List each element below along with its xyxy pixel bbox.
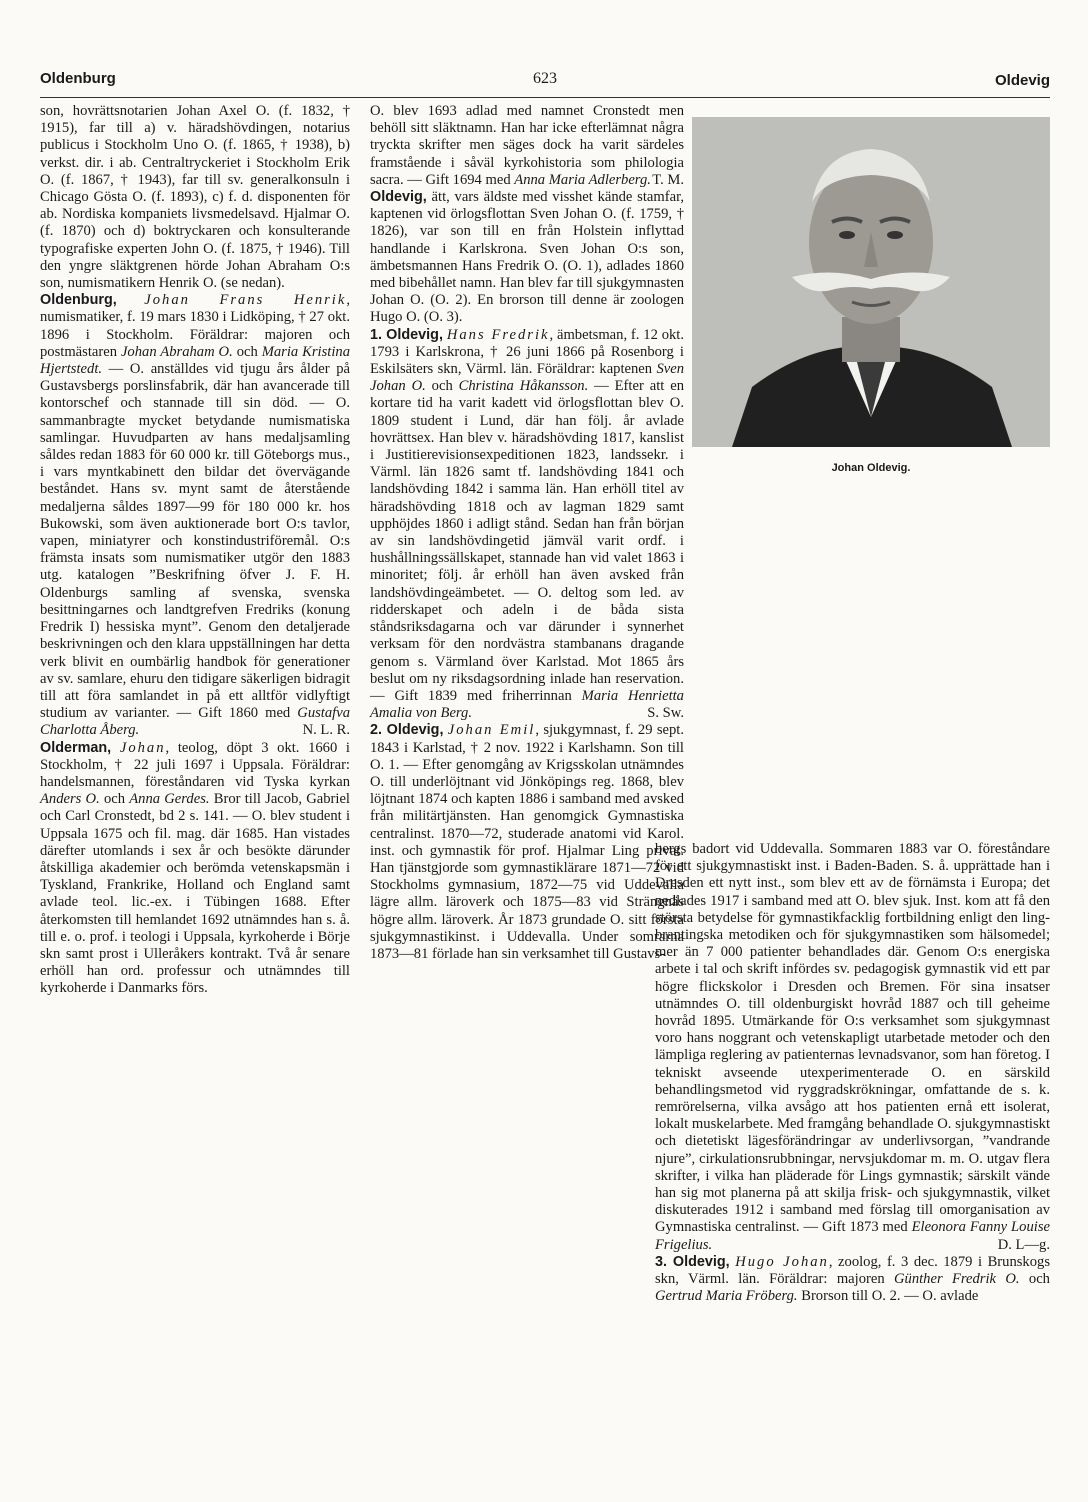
entry-name: Johan bbox=[119, 739, 166, 756]
entry-name: Johan Frans Henrik bbox=[144, 292, 347, 309]
entry-oldevig-2: 2. Oldevig, Johan Emil, sjukgymnast, f. 29 sept. 1843 i Karlstad, † 2 nov. 1922 i Karlshamn. Son till O. 1. — Efter genomgång av Krigsskolan utnämndes O. till underlöjtnant vid Jönköpings reg. 1868, blev löjtnant 1874 och kapten 1886 i samband med avsked från militärtjänsten. Han genomgick Gymnastiska centralinst. 1870—72, studerade anatomi vid Karol. inst. och gymnastik för prof. Hjalmar Ling privat. Han tjänstgjorde som gymnastiklärare 1871—72 vid Stockholms gymnasium, 1872—75 vid Uddevalla lägre allm. läroverk och 1875—83 vid Strängnäs högre allm. läroverk. År 1873 grundade O. sitt första sjukgymnastikinst. i Uddevalla. Under somrarna 1873—81 förlade han sin verksamhet till Gustavs- bbox=[370, 722, 684, 962]
author-signature: D. L—g. bbox=[997, 1236, 1050, 1253]
entry-head: 3. Oldevig, bbox=[655, 1253, 730, 1270]
paragraph: bergs badort vid Uddevalla. Sommaren 1883 var O. föreståndare för ett sjukgymnastiskt inst. i Baden-Baden. S. å. upprättade han i Dresden ett nytt inst., som blev ett av de förnämsta i Europa; det nedlades 1917 i samband med att O. blev sjuk. Inst. kom att få den största betydelse för gymnastikfacklig fortbildning enligt den ling-brantingska metodiken och för sjukgymnastiken som hälsomedel; mer än 7 000 patienter behandlades där. Genom O:s energiska arbete i tal och skrift infördes sv. pedagogisk gymnastik vid ett par högre flickskolor i Dresden och Bremen. För sina insatser utnämndes O. till oldenburgiskt hovråd 1887 och till geheime hovråd 1895. Utmärkande för O:s verksamhet som sjukgymnast voro hans noggrant och vetenskapligt utarbetade metoder och den lämpliga reglering av patienternas levnadsvanor, som han företog. I tekniskt avseende utexperimenterade O. en särskild behandlingsmetod vid ryggradskrökningar, omfattande de s. k. remrörelserna, vilka avsågo att hos patienten ernå ett isolerat, lokalt muskelarbete. Med framgång behandlade O. sjukgymnastiskt och dietetiskt lägesförändringar av underlivsorgan, ”vandrande njure”, cirkulationsrubbningar, nervsjukdomar m. m. O. utgav flera skrifter, i vilka han pläderade för Lings gymnastik; särskilt vände han sig mot planerna på att skilja frisk- och sjukgymnastik, vilket diskuterades 1912 i samband med förslag till omorganisation av Gymnastiska centralinst. — Gift 1873 med Eleonora Fanny Louise Frigelius. D. L—g. bbox=[655, 841, 1050, 1253]
entry-head: 1. Oldevig, bbox=[370, 326, 443, 343]
page-number: 623 bbox=[533, 70, 557, 87]
entry-head: Oldenburg, bbox=[40, 292, 117, 309]
page-header bbox=[40, 70, 1050, 94]
author-signature: N. L. R. bbox=[302, 722, 350, 739]
entry-oldenburg: Oldenburg, Johan Frans Henrik, numismatiker, f. 19 mars 1830 i Lidköping, † 27 okt. 1896 i Stockholm. Föräldrar: majoren och postmästaren Johan Abraham O. och Maria Kristina Hjertstedt. — O. anställdes vid tjugu års ålder på Gustavsbergs porslinsfabrik, där han avancerade till kontorschef och stannade till sin död. — O. sammanbragte mycket betydande numismatiska samlingar. Huvudparten av hans medaljsamling såldes redan 1883 för 60 000 kr. till Göteborgs mus., i vars myntkabinett den bildar det övervägande beståndet. Hans sv. mynt samt de återstående medaljerna såldes 1897—99 för 180 000 kr. hos Bukowski, som även auktionerade bort O:s tavlor, vapen, miniatyrer och konstindustriföremål. O:s främsta insats som numismatiker utgör den 1883 utg. katalogen ”Beskrifning öfver J. F. H. Oldenburgs samling af svenska, svenska besittningarnes och landtgrefven Fredriks (konung Fredrik I) hessiska mynt”. Genom den detaljerade beskrivningen och den klara uppställningen har detta verk blivit en oumbärlig handbok för generationer av sv. samlare, ehuru den tidigare säkerligen bidragit till att föra samlandet in på ett alltför vidlyftigt studium av varianter. — Gift 1860 med Gustafva Charlotta Åberg. N. L. R. bbox=[40, 292, 350, 739]
running-head-left: Oldenburg bbox=[40, 70, 116, 87]
column-2 bbox=[370, 103, 684, 963]
author-signature: S. Sw. bbox=[647, 705, 684, 722]
portrait-photo bbox=[692, 117, 1050, 447]
entry-head: Olderman, bbox=[40, 739, 112, 756]
entry-oldevig-1: 1. Oldevig, Hans Fredrik, ämbetsman, f. 12 okt. 1793 i Karlskrona, † 26 juni 1866 på Rosenborg i Eskilsäters skn, Värml. län. Föräldrar: kaptenen Sven Johan O. och Christina Håkansson. — Efter att en kortare tid ha varit kadett vid örlogsflottan blev O. 1809 student i Lund, där han följ. år avlade hovrättsex. Han blev v. häradshövding 1817, kanslist i Justitierevisionsexpeditionen 1823, landssekr. i Värml. län 1826 samt tf. landshövding 1841 och landshövding 1842 i samma län. Han erhöll titel av häradshövding 1818 och av lagman 1829 samt upphöjdes 1860 i adligt stånd. Sedan han från början av sin landshövdingetid jämväl varit ordf. i hushållningssällskapet, stannade han vid valet 1863 i minoritet; följ. år erhöll han även avsked från landshövdingeämbetet. — O. deltog som led. av ridderskapet och adeln i de båda sista ståndsriksdagarna och var därunder i synnerhet verksam för den nordvästra stambanans dragande genom s. Värmland över Karlstad. Mot 1865 års beslut om ny riksdagsordning inlade han reservation. — Gift 1839 med friherrinnan Maria Henrietta Amalia von Berg. S. Sw. bbox=[370, 326, 684, 722]
photo-caption: Johan Oldevig. bbox=[831, 462, 911, 474]
entry-head: 2. Oldevig, bbox=[370, 722, 444, 739]
entry-name: Johan Emil bbox=[447, 722, 536, 739]
column-1 bbox=[40, 103, 350, 998]
entry-name: Hugo Johan bbox=[735, 1253, 829, 1270]
paragraph: son, hovrättsnotarien Johan Axel O. (f. 1832, † 1915), far till a) v. häradshövdingen, notarius publicus i Stockholm Uno O. (f. 1865, † 1938), b) verkst. dir. i ab. Centraltryckeriet i Stockholm Erik O. (f. 1867, † 1943), far till sv. generalkonsuln i Chicago Gösta O. (f. 1893), c) f. d. disponenten för ab. Nordiska kompaniets livsmedelsavd. Hjalmar O. (f. 1870) och d) boktryckaren och konsulterande typografiske experten John O. (f. 1875, † 1946). Till den yngre släktgrenen hörde Johan Abraham O:s son, numismatikern Henrik O. (se nedan). bbox=[40, 103, 350, 292]
author-signature: T. M. bbox=[652, 171, 684, 188]
column-3 bbox=[655, 841, 1050, 1305]
entry-head: Oldevig, bbox=[370, 189, 427, 206]
entry-oldevig-family: Oldevig, ätt, vars äldste med visshet kände stamfar, kaptenen vid örlogsflottan Sven Johan O. (f. 1759, † 1826), var son till en från Holstein inflyttad handlande i Karlskrona. Sven Johan O:s son, ämbetsmannen Hans Fredrik O. (O. 1), adlades 1860 med bibehållet namn. Han blev far till sjukgymnasten Johan O. (O. 2). En brorson till denne är zoologen Hugo O. (O. 3). bbox=[370, 189, 684, 326]
paragraph: O. blev 1693 adlad med namnet Cronstedt men behöll sitt släktnamn. Han har icke efterlämnat några tryckta skrifter men säges dock ha varit särdeles framstående i såväl kyrkohistoria som philologia sacra. — Gift 1694 med Anna Maria Adlerberg. T. M. bbox=[370, 103, 684, 188]
header-rule bbox=[40, 97, 1050, 98]
entry-name: Hans Fredrik bbox=[446, 326, 550, 343]
entry-olderman: Olderman, Johan, teolog, döpt 3 okt. 1660 i Stockholm, † 22 juli 1697 i Uppsala. Föräldrar: handelsmannen, föreståndaren vid Tyska kyrkan Anders O. och Anna Gerdes. Bror till Jacob, Gabriel och Carl Cronstedt, bd 2 s. 141. — O. blev student i Uppsala 1675 och fil. mag. där 1685. Han vistades därefter utomlands i sex år och besökte därunder åtskilliga akademier och berömda vetenskapsmän i Tyskland, Frankrike, Holland och England samt avlade teol. lic.-ex. i Tübingen 1688. Efter återkomsten till hemlandet 1692 utnämndes han s. å. till e. o. prof. i teologi i Uppsala, kyrkoherde i Börje skn samt prost i Ulleråkers kontrakt. Två år senare erhöll han ord. professur och utnämndes till kyrkoherde i Danmarks förs. bbox=[40, 739, 350, 997]
portrait-image bbox=[692, 117, 1050, 447]
running-head-right: Oldevig bbox=[994, 72, 1050, 89]
entry-oldevig-3: 3. Oldevig, Hugo Johan, zoolog, f. 3 dec. 1879 i Brunskogs skn, Värml. län. Föräldrar: majoren Günther Fredrik O. och Gertrud Maria Fröberg. Brorson till O. 2. — O. avlade bbox=[655, 1253, 1051, 1305]
